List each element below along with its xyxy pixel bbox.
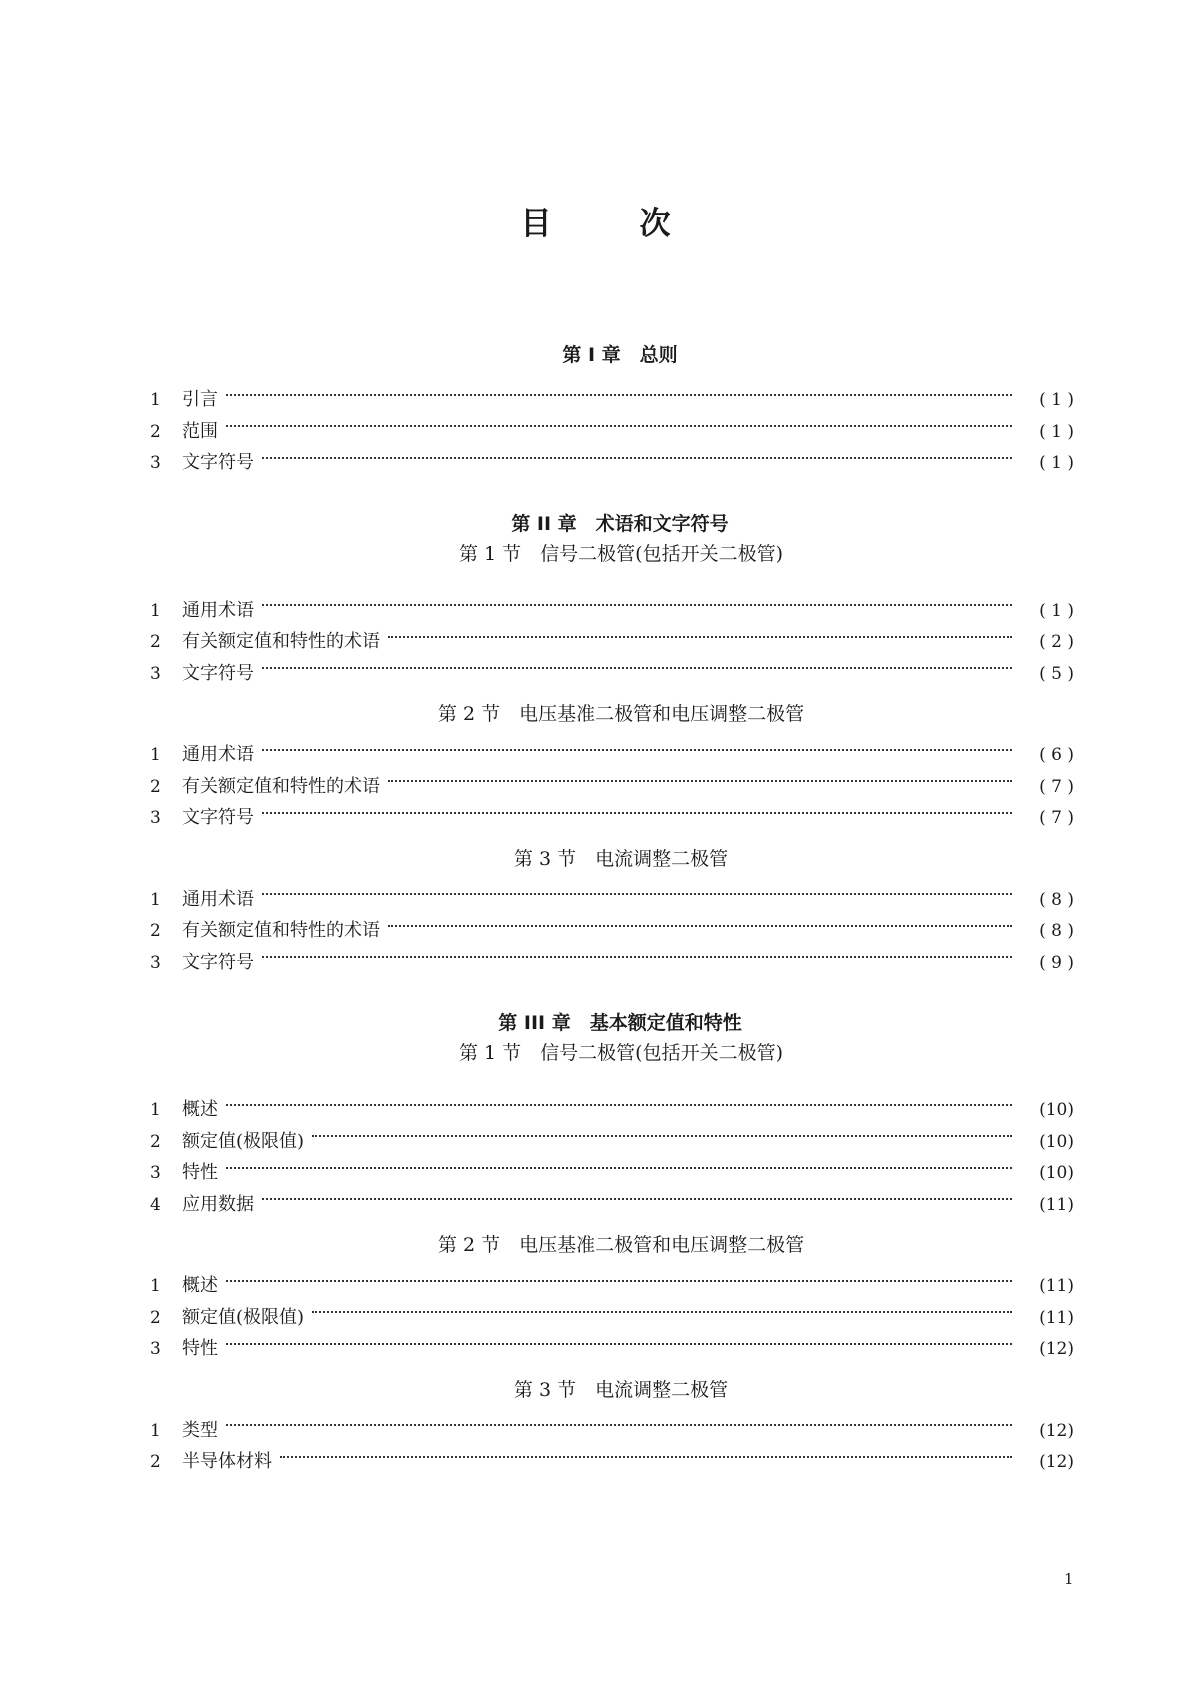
entry-page: (11) — [1039, 1307, 1074, 1328]
entry-label: 有关额定值和特性的术语 — [182, 775, 380, 797]
dot-leader — [226, 1280, 1012, 1282]
dot-leader — [262, 604, 1012, 606]
dot-leader — [226, 394, 1012, 396]
toc-entry[interactable] — [150, 447, 1078, 479]
entry-page: ( 7 ) — [1039, 808, 1074, 828]
entry-number: 2 — [150, 1131, 161, 1152]
entry-label: 通用术语 — [182, 599, 254, 621]
toc-entry[interactable] — [150, 1446, 1078, 1478]
entry-label: 范围 — [182, 420, 218, 442]
toc-entry[interactable] — [150, 739, 1078, 771]
entry-label: 半导体材料 — [182, 1451, 272, 1472]
dot-leader — [262, 893, 1012, 895]
toc-entry[interactable] — [150, 1333, 1078, 1365]
toc-entry[interactable] — [150, 771, 1078, 803]
entry-number: 2 — [150, 632, 161, 652]
dot-leader — [262, 749, 1012, 751]
toc-entry[interactable] — [150, 1126, 1078, 1158]
entry-number: 3 — [150, 1339, 161, 1359]
entry-page: (10) — [1039, 1131, 1074, 1152]
dot-leader — [262, 457, 1012, 459]
entry-label: 有关额定值和特性的术语 — [182, 920, 380, 941]
dot-leader — [226, 1104, 1012, 1106]
entry-number: 2 — [150, 776, 161, 797]
toc-entry[interactable] — [150, 915, 1078, 947]
entry-page: (10) — [1039, 1100, 1074, 1120]
dot-leader — [312, 1311, 1012, 1313]
chapter-heading: 第 I 章 总则 — [562, 344, 678, 366]
table-of-contents — [150, 340, 1078, 1478]
entry-number: 1 — [150, 745, 161, 765]
entry-label: 通用术语 — [182, 744, 254, 765]
entry-number: 2 — [150, 1307, 161, 1328]
entry-number: 1 — [150, 1420, 161, 1441]
entry-label: 特性 — [182, 1162, 218, 1183]
entry-page: ( 8 ) — [1039, 921, 1074, 941]
entry-number: 3 — [150, 952, 161, 973]
entry-label: 类型 — [182, 1419, 218, 1441]
entry-page: (11) — [1039, 1276, 1074, 1296]
toc-entry[interactable] — [150, 1270, 1078, 1302]
entry-label: 额定值(极限值) — [182, 1306, 305, 1328]
entry-label: 文字符号 — [182, 951, 254, 973]
entry-page: ( 6 ) — [1039, 745, 1074, 765]
entry-label: 应用数据 — [182, 1193, 254, 1215]
entry-number: 2 — [150, 921, 161, 941]
entry-page: ( 2 ) — [1039, 632, 1074, 652]
dot-leader — [312, 1135, 1012, 1137]
toc-entry[interactable] — [150, 1094, 1078, 1126]
entry-label: 文字符号 — [182, 662, 254, 684]
toc-entry[interactable] — [150, 626, 1078, 658]
entry-number: 1 — [150, 889, 161, 910]
entry-label: 引言 — [182, 389, 218, 410]
entry-number: 4 — [150, 1194, 161, 1215]
entry-number: 3 — [150, 1163, 161, 1183]
toc-entry[interactable] — [150, 1189, 1078, 1221]
entry-label: 额定值(极限值) — [182, 1130, 305, 1152]
section-heading: 第 2 节 电压基准二极管和电压调整二极管 — [437, 703, 805, 725]
toc-entry[interactable] — [150, 1302, 1078, 1334]
entry-page: ( 1 ) — [1039, 600, 1074, 621]
entry-label: 文字符号 — [182, 807, 254, 828]
page-number: 1 — [1064, 1570, 1074, 1588]
entry-label: 文字符号 — [182, 452, 254, 473]
section-heading: 第 3 节 电流调整二极管 — [513, 1378, 729, 1401]
entry-page: ( 1 ) — [1039, 421, 1074, 442]
dot-leader — [388, 925, 1012, 927]
entry-number: 1 — [150, 390, 161, 410]
entry-page: ( 1 ) — [1039, 390, 1074, 410]
entry-page: (12) — [1039, 1420, 1074, 1441]
section-heading: 第 1 节 信号二极管(包括开关二极管) — [459, 542, 783, 565]
entry-page: (12) — [1039, 1339, 1074, 1359]
dot-leader — [262, 812, 1012, 814]
dot-leader — [262, 667, 1012, 669]
dot-leader — [262, 1198, 1012, 1200]
entry-label: 特性 — [182, 1338, 218, 1359]
entry-label: 通用术语 — [182, 888, 254, 910]
chapter-heading: 第 III 章 基本额定值和特性 — [498, 1012, 742, 1034]
entry-page: ( 5 ) — [1039, 663, 1074, 684]
toc-entry[interactable] — [150, 1157, 1078, 1189]
entry-page: ( 8 ) — [1039, 889, 1074, 910]
entry-number: 2 — [150, 1452, 161, 1472]
entry-page: ( 9 ) — [1039, 952, 1074, 973]
toc-entry[interactable] — [150, 384, 1078, 416]
entry-number: 3 — [150, 453, 161, 473]
toc-entry[interactable] — [150, 947, 1078, 979]
toc-entry[interactable] — [150, 1415, 1078, 1447]
toc-entry[interactable] — [150, 416, 1078, 448]
entry-number: 2 — [150, 421, 161, 442]
page-title: 目次 — [520, 206, 759, 242]
toc-entry[interactable] — [150, 884, 1078, 916]
dot-leader — [226, 1167, 1012, 1169]
entry-page: ( 1 ) — [1039, 453, 1074, 473]
entry-number: 1 — [150, 1276, 161, 1296]
entry-number: 1 — [150, 600, 161, 621]
section-heading: 第 2 节 电压基准二极管和电压调整二极管 — [437, 1234, 805, 1256]
dot-leader — [262, 956, 1012, 958]
dot-leader — [388, 780, 1012, 782]
chapter-heading: 第 II 章 术语和文字符号 — [511, 512, 729, 535]
entry-page: (12) — [1039, 1452, 1074, 1472]
toc-entry[interactable] — [150, 658, 1078, 690]
toc-entry[interactable] — [150, 802, 1078, 834]
entry-page: (10) — [1039, 1163, 1074, 1183]
entry-label: 概述 — [182, 1275, 218, 1296]
entry-number: 3 — [150, 663, 161, 684]
dot-leader — [226, 1424, 1012, 1426]
section-heading: 第 1 节 信号二极管(包括开关二极管) — [459, 1042, 783, 1064]
section-heading: 第 3 节 电流调整二极管 — [513, 847, 729, 870]
dot-leader — [280, 1456, 1012, 1458]
entry-label: 概述 — [182, 1099, 218, 1120]
entry-page: (11) — [1039, 1194, 1074, 1215]
entry-number: 1 — [150, 1100, 161, 1120]
entry-number: 3 — [150, 808, 161, 828]
dot-leader — [226, 425, 1012, 427]
entry-page: ( 7 ) — [1039, 776, 1074, 797]
dot-leader — [226, 1343, 1012, 1345]
entry-label: 有关额定值和特性的术语 — [182, 631, 380, 652]
toc-entry[interactable] — [150, 595, 1078, 627]
dot-leader — [388, 636, 1012, 638]
